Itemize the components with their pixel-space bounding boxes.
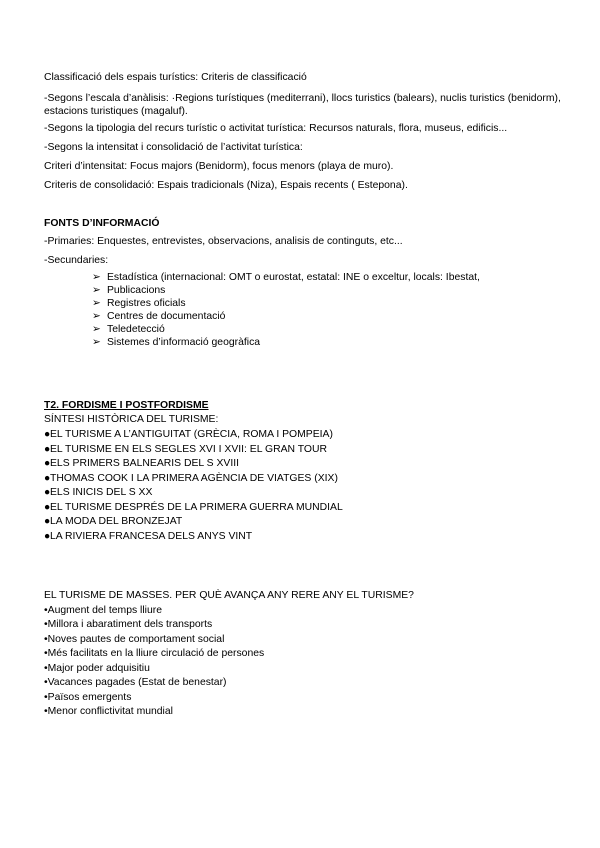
list-item-text: EL TURISME DESPRÉS DE LA PRIMERA GUERRA MUNDIAL (50, 502, 343, 513)
list-item-text: LA RIVIERA FRANCESA DELS ANYS VINT (50, 531, 253, 542)
masses-question: EL TURISME DE MASSES. PER QUÈ AVANÇA ANY RERE ANY EL TURISME? (44, 590, 414, 601)
primaries-line: -Primaries: Enquestes, entrevistes, observacions, analisis de continguts, etc... (44, 236, 403, 247)
list-item (44, 516, 564, 529)
round-bullet-icon: ● (44, 516, 51, 527)
arrow-bullet-icon: ➢ (92, 272, 101, 283)
list-item-text: EL TURISME EN ELS SEGLES XVI I XVII: EL GRAN TOUR (50, 444, 327, 455)
list-item-text: Publicacions (107, 285, 166, 296)
list-item-text: Major poder adquisitiu (47, 663, 150, 674)
dot-bullet-icon: • (44, 692, 48, 703)
dot-bullet-icon: • (44, 619, 48, 630)
arrow-bullet-icon: ➢ (92, 298, 101, 309)
list-item-text: Més facilitats en la lliure circulació de persones (47, 648, 265, 659)
dot-bullet-icon: • (44, 605, 48, 616)
round-bullet-icon: ● (44, 531, 51, 542)
list-item (44, 619, 564, 632)
list-item (44, 692, 564, 705)
dot-bullet-icon: • (44, 648, 48, 659)
dot-bullet-icon: • (44, 677, 48, 688)
secundaries-label: -Secundaries: (44, 255, 109, 266)
round-bullet-icon: ● (44, 458, 51, 469)
list-item (92, 324, 165, 337)
arrow-bullet-icon: ➢ (92, 337, 101, 348)
intensity-detail: Criteri d’intensitat: Focus majors (Benidorm), focus menors (playa de muro). (44, 161, 394, 172)
list-item-text: Teledetecció (107, 324, 165, 335)
round-bullet-icon: ● (44, 429, 51, 440)
round-bullet-icon: ● (44, 444, 51, 455)
list-item (44, 531, 564, 544)
fonts-heading: FONTS D’INFORMACIÓ (44, 218, 160, 229)
list-item (92, 272, 480, 285)
list-item (44, 429, 564, 442)
list-item (44, 473, 564, 486)
dot-bullet-icon: • (44, 663, 48, 674)
dot-bullet-icon: • (44, 634, 48, 645)
list-item-text: ELS PRIMERS BALNEARIS DEL S XVIII (50, 458, 240, 469)
consolidation-detail: Criteris de consolidació: Espais tradicionals (Niza), Espais recents ( Estepona). (44, 180, 408, 191)
list-item-text: Augment del temps lliure (47, 605, 162, 616)
list-item (92, 337, 260, 350)
list-item-text: Millora i abaratiment dels transports (47, 619, 213, 630)
list-item (44, 458, 564, 471)
arrow-bullet-icon: ➢ (92, 285, 101, 296)
dot-bullet-icon: • (44, 706, 48, 717)
list-item-text: Vacances pagades (Estat de benestar) (47, 677, 227, 688)
arrow-bullet-icon: ➢ (92, 311, 101, 322)
list-item-text: Estadística (internacional: OMT o eurostat, estatal: INE o exceltur, locals: Ibestat, (107, 272, 480, 283)
scale-criterion: -Segons l’escala d’anàlisis: ·Regions turístiques (mediterrani), llocs turistics (balears), nuclis turistics (benidorm), estacions turistiques (magaluf). (44, 93, 561, 117)
t2-subheading: SÍNTESI HISTÒRICA DEL TURISME: (44, 414, 219, 425)
intensity-criterion: -Segons la intensitat i consolidació de l’activitat turística: (44, 142, 303, 153)
list-item (44, 706, 564, 719)
round-bullet-icon: ● (44, 502, 51, 513)
list-item-text: LA MODA DEL BRONZEJAT (50, 516, 183, 527)
list-item (44, 648, 564, 661)
list-item (44, 677, 564, 690)
list-item (92, 285, 165, 298)
list-item-text: Menor conflictivitat mundial (47, 706, 173, 717)
round-bullet-icon: ● (44, 487, 51, 498)
round-bullet-icon: ● (44, 473, 51, 484)
list-item (92, 298, 186, 311)
list-item (44, 605, 564, 618)
list-item-text: EL TURISME A L’ANTIGUITAT (GRÈCIA, ROMA I POMPEIA) (50, 429, 333, 440)
arrow-bullet-icon: ➢ (92, 324, 101, 335)
list-item (44, 487, 564, 500)
list-item (44, 634, 564, 647)
list-item-text: THOMAS COOK I LA PRIMERA AGÈNCIA DE VIATGES (XIX) (50, 473, 338, 484)
list-item-text: Registres oficials (107, 298, 186, 309)
list-item (44, 444, 564, 457)
list-item-text: Noves pautes de comportament social (47, 634, 225, 645)
list-item (92, 311, 225, 324)
list-item (44, 663, 564, 676)
typology-criterion: -Segons la tipologia del recurs turístic o activitat turística: Recursos naturals, flora, museus, edificis... (44, 123, 508, 134)
list-item-text: Centres de documentació (107, 311, 226, 322)
t2-heading: T2. FORDISME I POSTFORDISME (44, 400, 209, 411)
list-item-text: Països emergents (47, 692, 132, 703)
list-item-text: ELS INICIS DEL S XX (50, 487, 153, 498)
list-item-text: Sistemes d’informació geogràfica (107, 337, 261, 348)
list-item (44, 502, 564, 515)
classification-title: Classificació dels espais turístics: Criteris de classificació (44, 72, 307, 83)
